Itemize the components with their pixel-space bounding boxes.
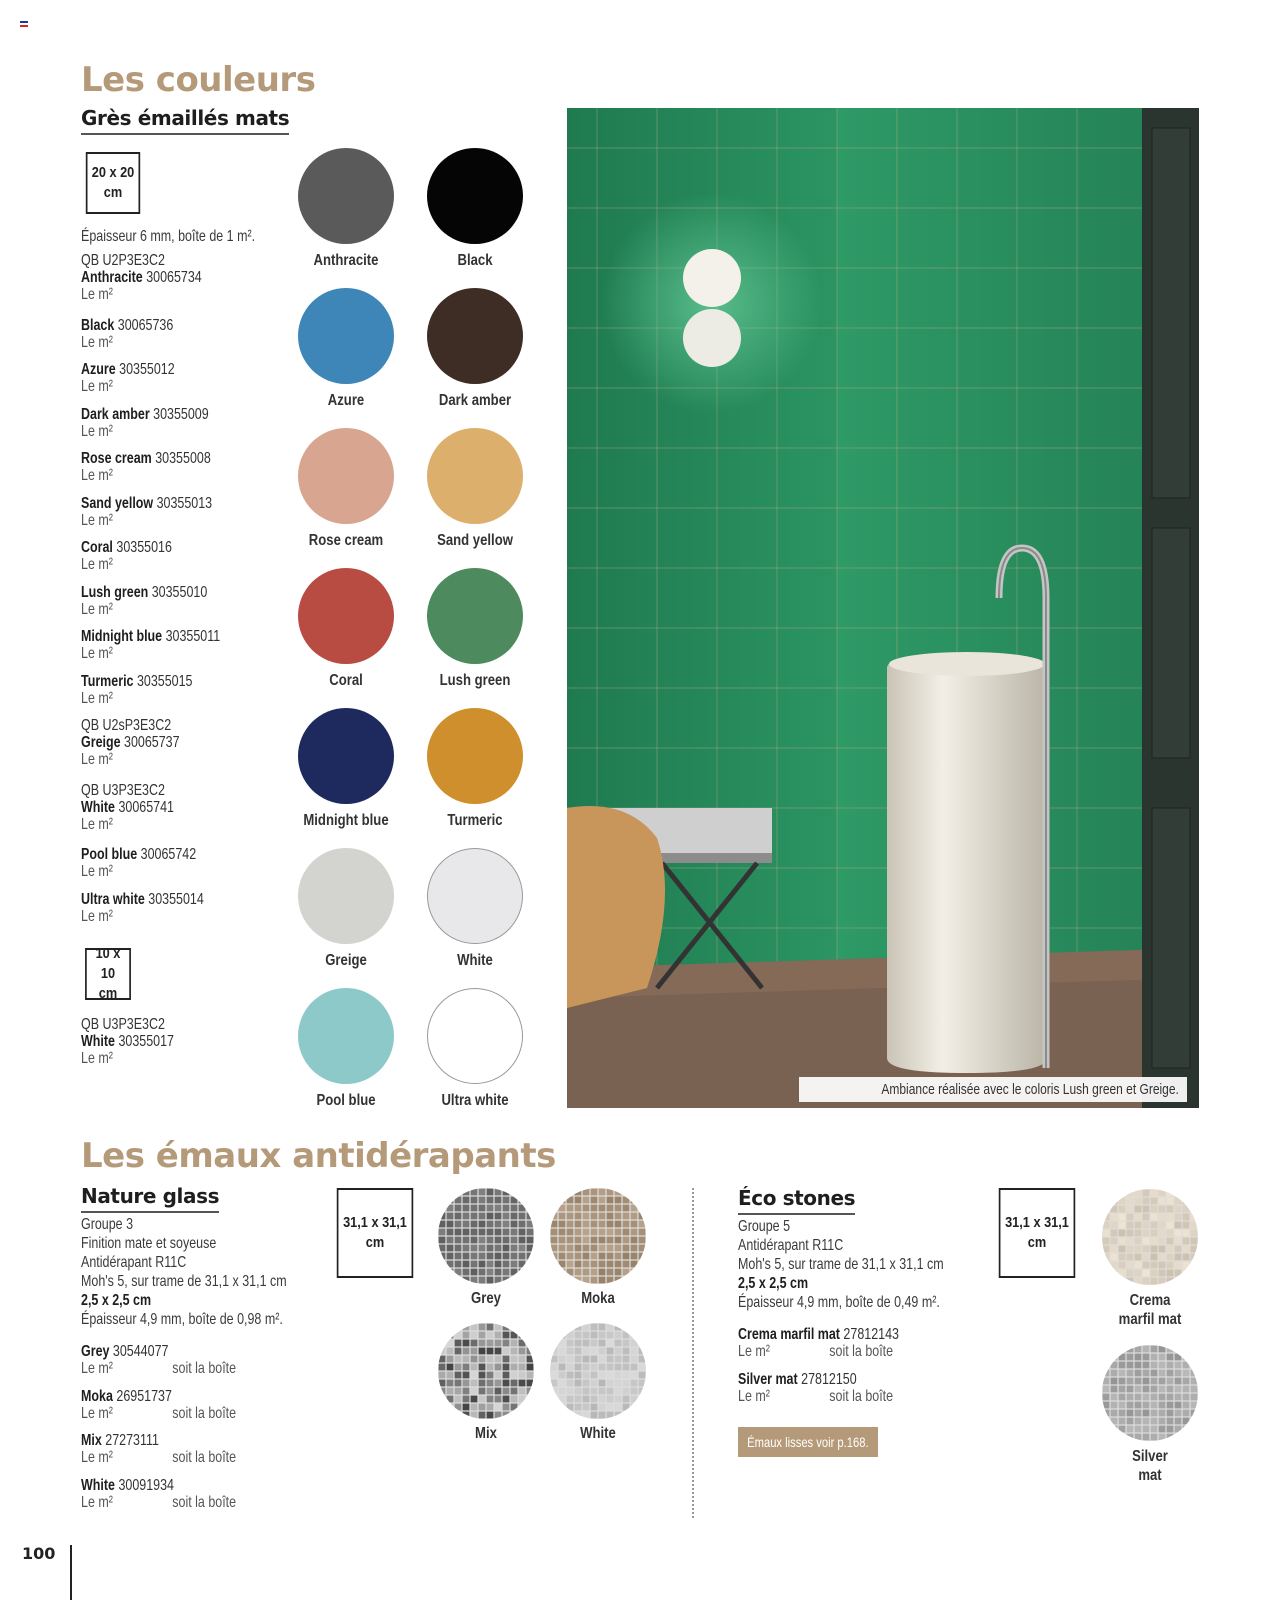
product-unit: Le m²: [81, 1449, 113, 1466]
swatch-label: Mix: [475, 1425, 497, 1442]
swatch-label: [1093, 1291, 1208, 1329]
product-ref: 26951737: [116, 1387, 172, 1405]
color-swatch: [427, 288, 523, 384]
product-ref: 30065734: [146, 269, 202, 286]
product-box-price: soit la boîte: [172, 1360, 237, 1377]
product-name-line: [81, 799, 174, 816]
color-swatch: [298, 568, 394, 664]
swatch-label: Midnight blue: [303, 812, 389, 829]
eco-spec: Groupe 5 Antidérapant R11C Moh's 5, sur trame de 31,1 x 31,1 cm 2,5 x 2,5 cm Épaisseur 4,9 mm, boîte de 0,49 m².: [738, 1218, 944, 1311]
product-box-price: soit la boîte: [829, 1387, 894, 1405]
product-name: Grey: [81, 1343, 110, 1360]
product-ref: 30355010: [151, 583, 208, 601]
size-badge-10: 10 x 10 cm: [85, 948, 131, 1000]
product-unit: Le m²: [81, 378, 113, 395]
color-swatch: [298, 428, 394, 524]
mosaic-swatch: [550, 1323, 646, 1419]
color-swatch: [427, 568, 523, 664]
bathroom-illustration: [567, 108, 1199, 1108]
product-item: [81, 584, 207, 618]
product-item: [81, 1432, 237, 1466]
swatch-label: Moka: [581, 1290, 615, 1307]
product-name-line: [81, 1432, 159, 1449]
product-name-line: [81, 361, 175, 378]
product-ref: 30355009: [153, 405, 209, 423]
swatch-label: Sand yellow: [437, 532, 513, 549]
product-unit: Le m²: [81, 907, 113, 925]
product-ref: 30065742: [140, 846, 197, 863]
emaux-lisses-link[interactable]: Émaux lisses voir p.168.: [738, 1427, 878, 1457]
product-name-line: [81, 673, 192, 690]
product-name-line: [81, 628, 220, 645]
product-name: Rose cream: [81, 450, 152, 467]
column-divider: [692, 1188, 694, 1518]
product-ref: 30355017: [118, 1033, 174, 1050]
product-item: [81, 406, 209, 440]
product-item: [81, 1016, 174, 1067]
section-title-eco-stones: Éco stones: [738, 1186, 855, 1215]
swatch-label-line: Silver: [1132, 1448, 1168, 1465]
product-name-line: [81, 1343, 168, 1360]
color-swatch: [427, 428, 523, 524]
product-name-line: [81, 317, 173, 334]
product-name: Lush green: [81, 583, 149, 601]
color-swatch: [427, 708, 523, 804]
product-name: Silver mat: [738, 1370, 798, 1388]
product-code: QB U2sP3E3C2: [81, 717, 172, 734]
swatch-label: Dark amber: [438, 392, 512, 409]
swatch-label: Ultra white: [441, 1092, 509, 1109]
product-item: [738, 1370, 894, 1405]
swatch-label-line: marfil mat: [1118, 1311, 1182, 1328]
product-name: Sand yellow: [81, 494, 154, 512]
product-item: [81, 717, 180, 768]
product-name-line: [81, 1033, 174, 1050]
color-swatch: [427, 988, 523, 1084]
product-ref: 30065736: [117, 316, 174, 334]
swatch-label: Lush green: [439, 672, 511, 689]
product-name: Crema marfil mat: [738, 1326, 840, 1343]
swatch-label: Black: [457, 252, 493, 269]
product-name-line: [81, 846, 196, 863]
size-badge-nature: 31,1 x 31,1 cm: [337, 1188, 414, 1278]
product-name-line: [738, 1371, 857, 1388]
mosaic-swatch: [550, 1188, 646, 1284]
mosaic-swatch: [438, 1323, 534, 1419]
page-number: 100: [22, 1544, 56, 1563]
product-item: [81, 846, 196, 880]
product-item: [738, 1326, 899, 1360]
swatch-label: Turmeric: [447, 812, 503, 829]
color-swatch: [298, 148, 394, 244]
product-unit: Le m²: [81, 863, 113, 880]
product-name: Anthracite: [81, 269, 143, 286]
color-swatch: [298, 708, 394, 804]
product-box-price: soit la boîte: [829, 1343, 894, 1360]
color-swatch: [298, 288, 394, 384]
product-ref: 30355011: [165, 628, 221, 645]
swatch-label-line: mat: [1138, 1467, 1162, 1484]
product-name: Dark amber: [81, 405, 150, 423]
section-title-nature-glass: Nature glass: [81, 1184, 219, 1213]
product-item: [81, 495, 212, 529]
page-title: Les couleurs: [81, 60, 316, 100]
product-name: Turmeric: [81, 672, 134, 690]
product-item: [81, 539, 172, 573]
product-item: [81, 252, 202, 303]
product-unit: Le m²: [81, 1360, 113, 1377]
product-name-line: [81, 406, 209, 423]
color-swatch: [427, 148, 523, 244]
gres-spec: Épaisseur 6 mm, boîte de 1 m².: [81, 228, 256, 245]
product-code: QB U2P3E3C2: [81, 252, 165, 269]
product-name-line: [81, 1477, 174, 1494]
mosaic-swatch: [438, 1188, 534, 1284]
product-code: QB U3P3E3C2: [81, 1016, 165, 1033]
product-box-price: soit la boîte: [172, 1404, 237, 1422]
swatch-label: [1093, 1447, 1208, 1485]
product-item: [81, 1476, 237, 1511]
page-number-rule: [70, 1545, 72, 1600]
product-unit: Le m²: [81, 689, 113, 707]
photo-caption: Ambiance réalisée avec le coloris Lush green et Greige.: [799, 1077, 1187, 1102]
product-ref: 30544077: [112, 1343, 169, 1360]
product-ref: 30355016: [116, 539, 172, 556]
product-name: Mix: [81, 1432, 102, 1449]
product-item: [81, 673, 192, 707]
swatch-label: Azure: [327, 392, 365, 409]
product-name: Greige: [81, 734, 121, 751]
product-name: Coral: [81, 539, 113, 556]
color-swatch: [427, 848, 523, 944]
color-swatch: [298, 848, 394, 944]
product-ref: 30091934: [118, 1476, 174, 1494]
swatch-label-line: Crema: [1129, 1292, 1171, 1309]
product-name: White: [81, 1033, 115, 1050]
mosaic-swatch: [1102, 1189, 1198, 1285]
product-unit: Le m²: [81, 1404, 113, 1422]
nature-spec: Groupe 3 Finition mate et soyeuse Antidérapant R11C Moh's 5, sur trame de 31,1 x 31,1 cm 2,5 x 2,5 cm Épaisseur 4,9 mm, boîte de 0,98 m².: [81, 1216, 287, 1328]
flag-icon: [20, 21, 28, 27]
product-ref: 27273111: [105, 1432, 159, 1449]
product-unit: Le m²: [81, 467, 113, 484]
size-badge-20: 20 x 20 cm: [86, 152, 140, 214]
product-code: QB U3P3E3C2: [81, 781, 165, 799]
product-box-price: soit la boîte: [172, 1449, 237, 1466]
product-name-line: [81, 495, 212, 512]
product-ref: 30065737: [124, 734, 180, 751]
product-name: Azure: [81, 361, 116, 378]
swatch-label: Rose cream: [308, 532, 384, 549]
color-swatch: [298, 988, 394, 1084]
product-item: [81, 361, 175, 395]
swatch-label: Grey: [471, 1290, 501, 1307]
product-name-line: [81, 891, 204, 908]
product-name: Black: [81, 316, 115, 334]
product-unit: Le m²: [81, 600, 113, 618]
product-item: [81, 1387, 237, 1422]
product-name-line: [738, 1326, 899, 1343]
product-box-price: soit la boîte: [172, 1493, 237, 1511]
product-unit: Le m²: [738, 1387, 770, 1405]
section-title-gres: Grès émaillés mats: [81, 106, 289, 135]
ambiance-photo: [567, 108, 1199, 1108]
swatch-label: Greige: [325, 952, 367, 969]
product-unit: Le m²: [81, 556, 113, 573]
swatch-label: Pool blue: [316, 1092, 376, 1109]
product-unit: Le m²: [81, 422, 113, 440]
product-ref: 30355013: [156, 494, 213, 512]
product-unit: Le m²: [81, 511, 113, 529]
product-unit: Le m²: [738, 1343, 770, 1360]
product-name: White: [81, 1476, 115, 1494]
product-item: [81, 317, 173, 351]
product-ref: 30355012: [119, 361, 175, 378]
product-ref: 27812143: [843, 1326, 899, 1343]
product-name: Midnight blue: [81, 628, 163, 645]
product-name-line: [81, 450, 211, 467]
product-item: [81, 891, 204, 925]
product-unit: Le m²: [81, 1050, 113, 1067]
product-name-line: [81, 269, 202, 286]
mosaic-swatch: [1102, 1345, 1198, 1441]
product-ref: 27812150: [801, 1370, 857, 1388]
product-unit: Le m²: [81, 286, 113, 303]
product-name-line: [81, 734, 180, 751]
product-name-line: [81, 1388, 172, 1405]
section-title-emaux: Les émaux antidérapants: [81, 1136, 556, 1176]
product-unit: Le m²: [81, 751, 113, 768]
product-unit: Le m²: [81, 1493, 113, 1511]
product-unit: Le m²: [81, 333, 113, 351]
product-ref: 30355014: [148, 890, 204, 908]
swatch-label: White: [457, 952, 493, 969]
product-unit: Le m²: [81, 645, 113, 662]
product-name-line: [81, 584, 207, 601]
product-item: [81, 450, 211, 484]
product-name: Moka: [81, 1387, 113, 1405]
swatch-label: Coral: [329, 672, 363, 689]
product-item: [81, 1343, 237, 1377]
product-name-line: [81, 539, 172, 556]
swatch-label: Anthracite: [313, 252, 379, 269]
product-unit: Le m²: [81, 815, 113, 833]
product-ref: 30355015: [136, 672, 193, 690]
product-item: [81, 782, 174, 833]
product-name: Ultra white: [81, 890, 145, 908]
swatch-label: White: [580, 1425, 616, 1442]
product-ref: 30355008: [155, 450, 211, 467]
product-name: Pool blue: [81, 846, 138, 863]
size-badge-eco: 31,1 x 31,1 cm: [999, 1188, 1076, 1278]
product-ref: 30065741: [118, 798, 174, 816]
product-item: [81, 628, 220, 662]
product-name: White: [81, 798, 115, 816]
